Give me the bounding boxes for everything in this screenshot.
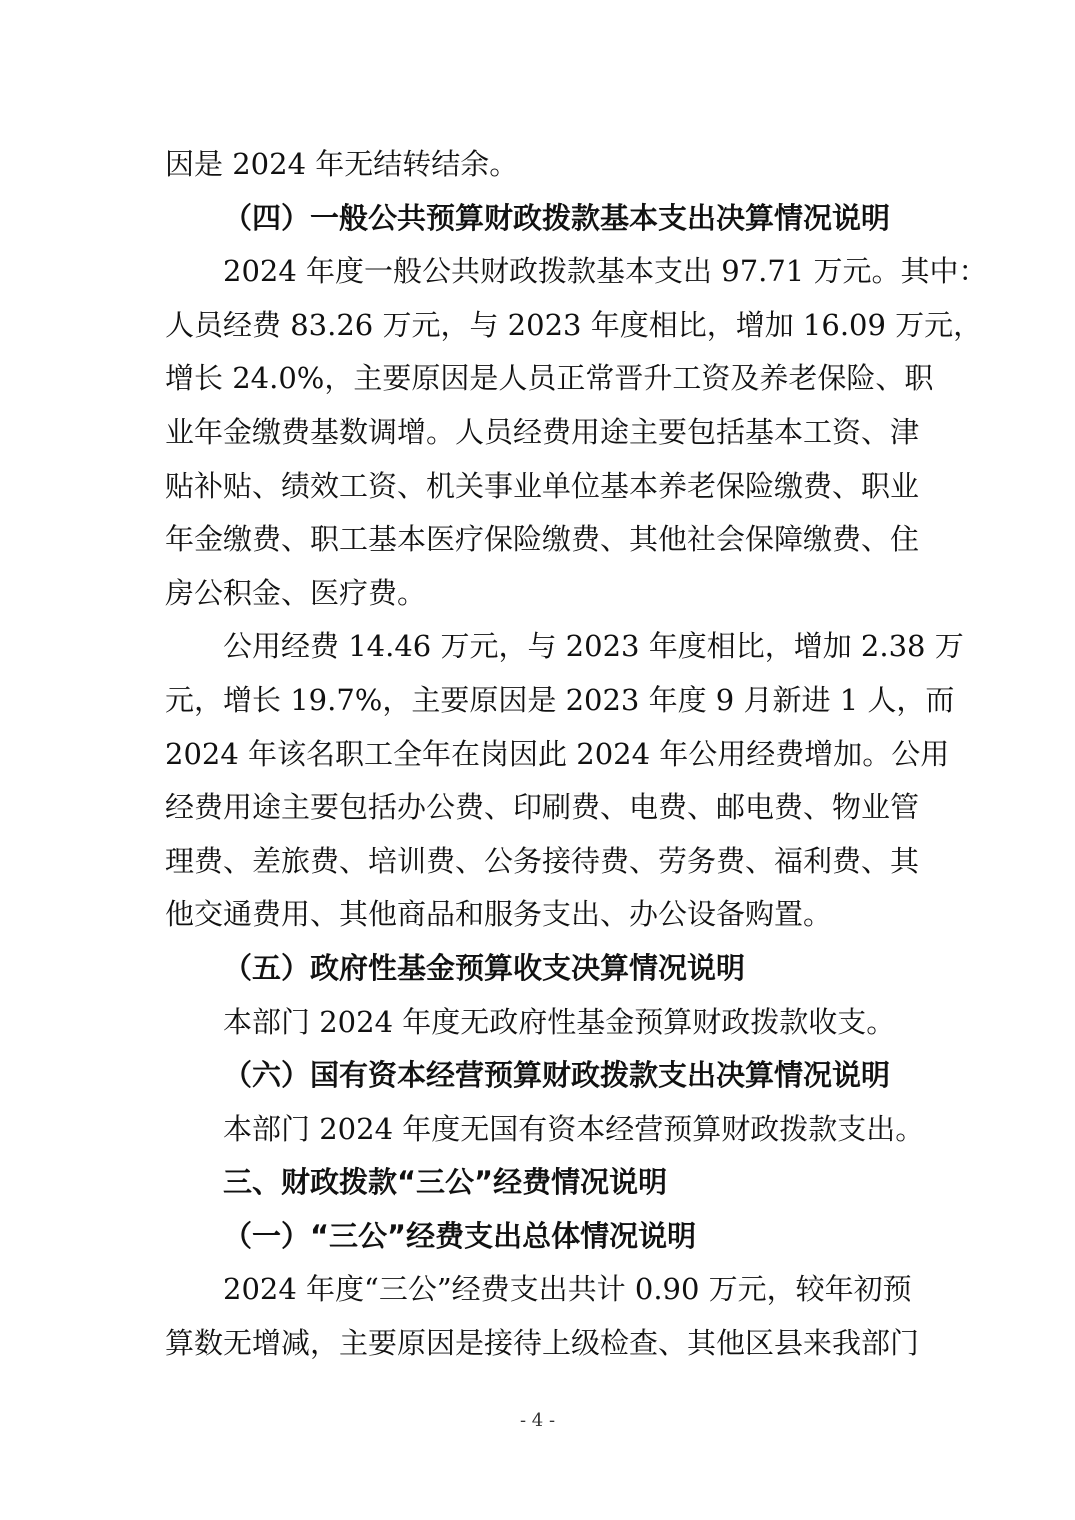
paragraph-line: 本部门 2024 年度无政府性基金预算财政拨款收支。	[223, 1004, 896, 1039]
paragraph-line: 2024 年度“三公”经费支出共计 0.90 万元，较年初预	[223, 1272, 912, 1307]
subsection-heading: （四）一般公共预算财政拨款基本支出决算情况说明	[223, 200, 891, 235]
paragraph-line: 房公积金、医疗费。	[165, 575, 427, 610]
section-heading: 三、财政拨款“三公”经费情况说明	[223, 1165, 668, 1200]
paragraph-line: 业年金缴费基数调增。人员经费用途主要包括基本工资、津	[165, 414, 920, 449]
paragraph-line: 公用经费 14.46 万元，与 2023 年度相比，增加 2.38 万	[223, 629, 964, 664]
document-body	[165, 138, 988, 1371]
subsection-heading: （五）政府性基金预算收支决算情况说明	[223, 950, 746, 985]
subsection-heading: （六）国有资本经营预算财政拨款支出决算情况说明	[223, 1058, 891, 1093]
subsection-heading: （一）“三公”经费支出总体情况说明	[223, 1218, 697, 1253]
paragraph-line: 2024 年该名职工全年在岗因此 2024 年公用经费增加。公用	[165, 736, 950, 771]
paragraph-line: 年金缴费、职工基本医疗保险缴费、其他社会保障缴费、住	[165, 522, 920, 557]
paragraph-line: 他交通费用、其他商品和服务支出、办公设备购置。	[165, 897, 833, 932]
paragraph-line: 算数无增减，主要原因是接待上级检查、其他区县来我部门	[165, 1326, 920, 1361]
paragraph-line: 本部门 2024 年度无国有资本经营预算财政拨款支出。	[223, 1111, 925, 1146]
paragraph-line: 增长 24.0%，主要原因是人员正常晋升工资及养老保险、职	[165, 361, 934, 396]
paragraph-line: 2024 年度一般公共财政拨款基本支出 97.71 万元。其中：	[223, 254, 988, 289]
paragraph-line: 元，增长 19.7%，主要原因是 2023 年度 9 月新进 1 人，而	[165, 682, 955, 717]
paragraph-line: 因是 2024 年无结转结余。	[165, 147, 519, 181]
paragraph-line: 贴补贴、绩效工资、机关事业单位基本养老保险缴费、职业	[165, 468, 920, 503]
page-number: - 4 -	[519, 1410, 556, 1431]
paragraph-line: 经费用途主要包括办公费、印刷费、电费、邮电费、物业管	[165, 790, 920, 825]
paragraph-line: 理费、差旅费、培训费、公务接待费、劳务费、福利费、其	[165, 843, 920, 878]
paragraph-line: 人员经费 83.26 万元，与 2023 年度相比，增加 16.09 万元，	[165, 307, 983, 342]
